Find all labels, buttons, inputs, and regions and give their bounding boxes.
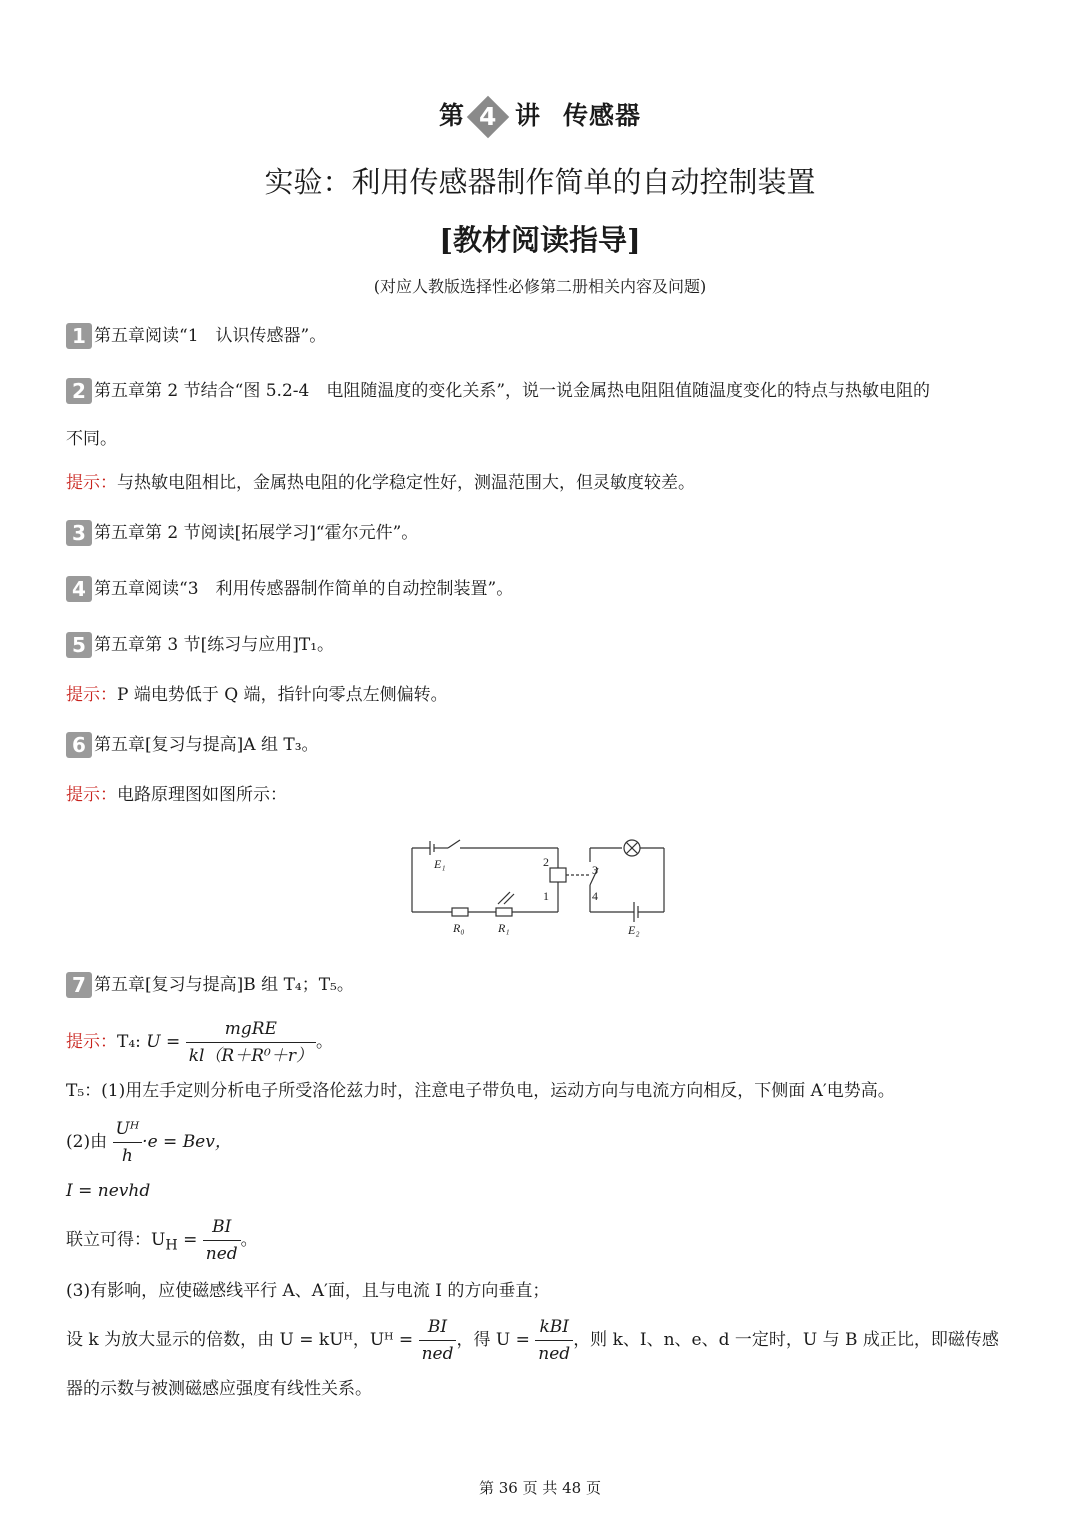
item-text-continued: 不同。 — [66, 429, 117, 449]
item-number-badge: 2 — [66, 378, 92, 404]
item-text: 第五章[复习与提高]A 组 T₃。 — [94, 735, 319, 755]
hint — [66, 682, 448, 708]
t5-line-7: 器的示数与被测磁感应强度有线性关系。 — [66, 1379, 372, 1399]
item-text: 第五章第 3 节[练习与应用]T₁。 — [94, 635, 335, 655]
hint-label: 提示： — [66, 685, 117, 705]
t5-line-1: T₅：(1)用左手定则分析电子所受洛伦兹力时，注意电子带负电，运动方向与电流方向相反，下侧面 A′电势高。 — [66, 1081, 895, 1101]
lecture-suffix: 讲 — [514, 101, 541, 130]
page-footer: 第 36 页 共 48 页 — [478, 1479, 601, 1497]
formula-fraction: $\frac{\text{kBI}}{\text{ned}}$ — [535, 1314, 573, 1367]
list-item — [66, 732, 319, 758]
item-text: 第五章阅读“1 认识传感器”。 — [94, 326, 327, 346]
formula-fraction: $\frac{BI}{\text{ned}}$ — [203, 1214, 241, 1267]
item-text: 第五章阅读“3 利用传感器制作简单的自动控制装置”。 — [94, 579, 514, 599]
hint-text: 与热敏电阻相比，金属热电阻的化学稳定性好，测温范围大，但灵敏度较差。 — [117, 473, 695, 493]
hint-text: P 端电势低于 Q 端，指针向零点左侧偏转。 — [117, 685, 448, 705]
lecture-topic: 传感器 — [563, 101, 642, 130]
item-number-badge: 1 — [66, 323, 92, 349]
fraction-numerator: mgRE — [186, 1016, 316, 1043]
lecture-number-badge: 4 — [467, 96, 509, 138]
formula-fraction — [186, 1016, 316, 1069]
item-text: 第五章第 2 节阅读[拓展学习]“霍尔元件”。 — [94, 523, 419, 543]
hint-label: 提示： — [66, 785, 117, 805]
item-number-badge: 3 — [66, 520, 92, 546]
lecture-heading — [0, 96, 1080, 132]
hint-t4-prefix: T₄: — [117, 1032, 141, 1052]
list-item — [66, 972, 354, 998]
section-note: (对应人教版选择性必修第二册相关内容及问题) — [373, 277, 707, 296]
hint — [66, 1016, 333, 1069]
lecture-prefix: 第 — [438, 101, 465, 130]
formula-end: 。 — [315, 1032, 333, 1052]
label-e2: E₂ — [628, 923, 640, 937]
label-r0: R₀ — [453, 921, 465, 935]
circuit-diagram — [400, 830, 680, 942]
item-text: 第五章第 2 节结合“图 5.2-4 电阻随温度的变化关系”，说一说金属热电阻阻值随温度变化的特点与热敏电阻的 — [94, 381, 931, 401]
t5-line-5: (3)有影响，应使磁感线平行 A、A′面，且与电流 I 的方向垂直； — [66, 1281, 550, 1301]
hint-label: 提示： — [66, 1032, 117, 1052]
list-item — [66, 576, 513, 602]
hint-label: 提示： — [66, 473, 117, 493]
t5-line-4: 联立可得：$U_H$ = $\frac{BI}{\text{ned}}$ 。 — [66, 1214, 258, 1267]
list-item — [66, 520, 418, 546]
section-title: [教材阅读指导] — [439, 223, 641, 257]
item-number-badge: 4 — [66, 576, 92, 602]
t5-line-6: 设 k 为放大显示的倍数，由 U = kUᴴ，Uᴴ = $\frac{BI}{\text{ned}}$ ，得 U = $\frac{\text{kBI}}{\text{ned}}$ ，则 k、I、n、e、d 一定时，U 与 B 成正比，即磁传感 — [66, 1314, 1026, 1367]
label-4: 4 — [592, 889, 598, 903]
formula-fraction: $\frac{BI}{\text{ned}}$ — [419, 1314, 457, 1367]
hint — [66, 470, 695, 496]
label-r1: R₁ — [498, 921, 510, 935]
item-number-badge: 6 — [66, 732, 92, 758]
t5-line-3: I = nevhd — [66, 1181, 151, 1201]
formula-fraction: $\frac{\text{Uᴴ}}{h}$ — [113, 1116, 143, 1169]
fraction-denominator: kl（R＋R⁰＋r） — [188, 1046, 313, 1066]
item-number-badge: 5 — [66, 632, 92, 658]
formula-lhs: U = — [146, 1032, 181, 1052]
label-1: 1 — [543, 889, 549, 903]
label-2: 2 — [543, 855, 549, 869]
t5-line-2: (2)由 $\frac{\text{Uᴴ}}{h}$ ·e = Bev， — [66, 1116, 232, 1169]
item-text: 第五章[复习与提高]B 组 T₄；T₅。 — [94, 975, 354, 995]
hint — [66, 782, 287, 808]
label-e1: E₁ — [434, 857, 446, 871]
list-item — [66, 632, 334, 658]
item-number-badge: 7 — [66, 972, 92, 998]
experiment-title: 实验：利用传感器制作简单的自动控制装置 — [264, 165, 816, 199]
hint-text: 电路原理图如图所示： — [117, 785, 287, 805]
list-item — [66, 323, 326, 349]
label-3: 3 — [592, 863, 598, 877]
list-item — [66, 378, 930, 404]
